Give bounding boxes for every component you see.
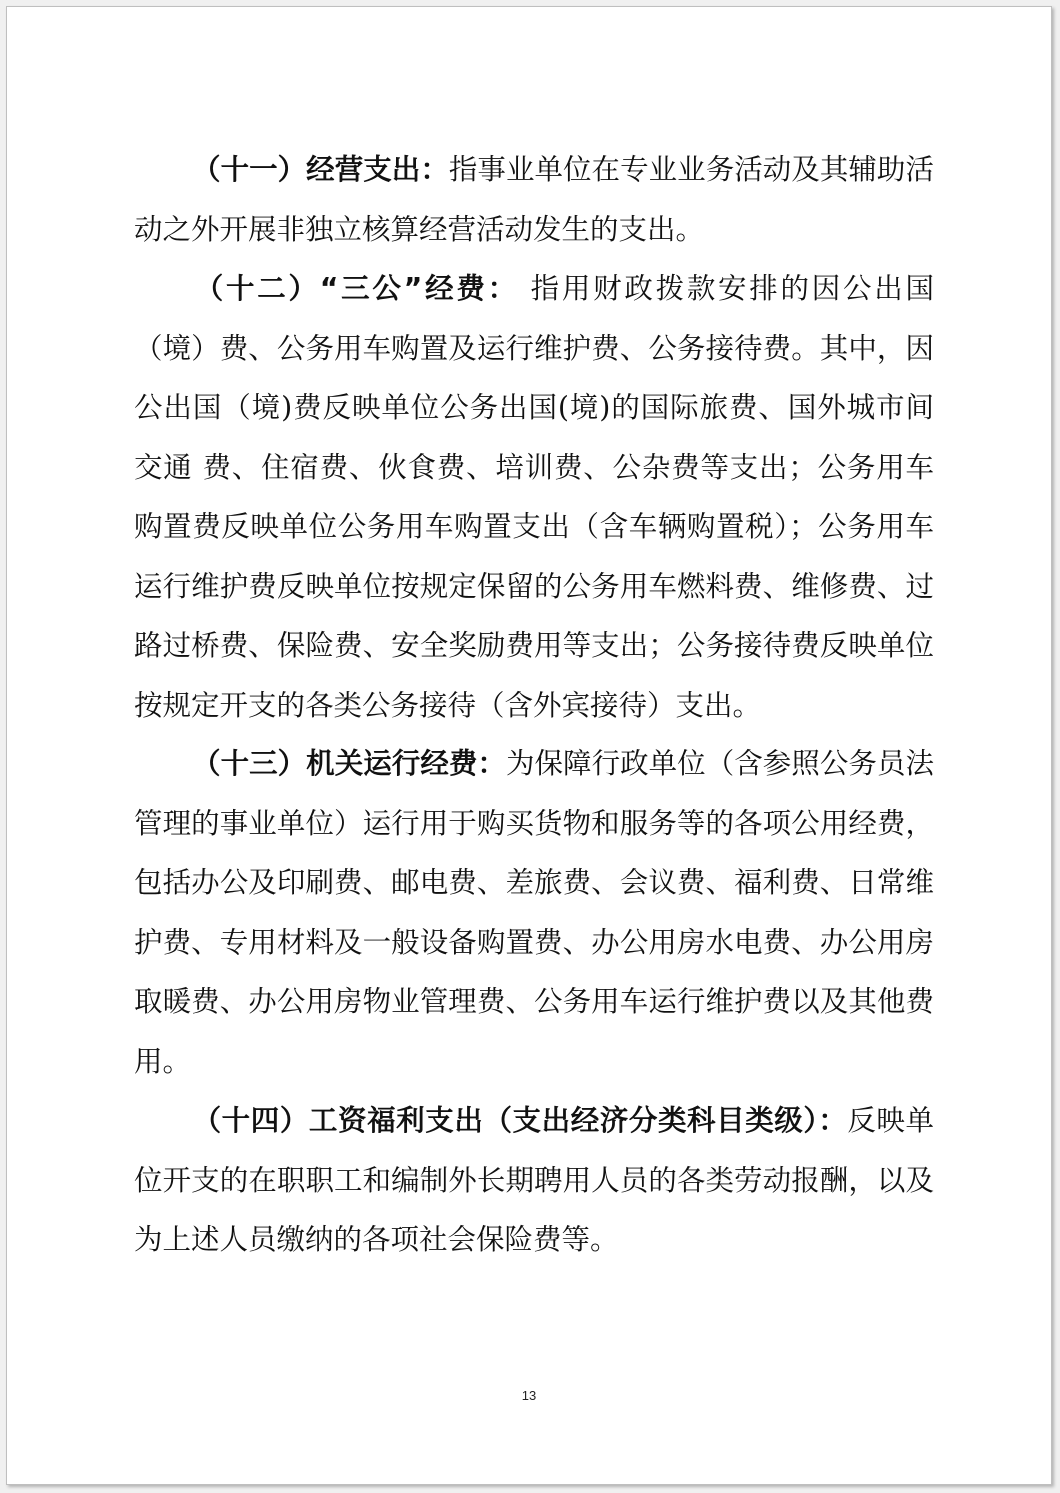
term-agency-operating-funds: （十三）机关运行经费： — [192, 747, 506, 780]
page-number: 13 — [521, 1388, 537, 1403]
paragraph-agency-operating-funds — [134, 734, 934, 1091]
definition-agency-operating-funds: 为保障行政单位（含参照公务员法管理的事业单位）运行用于购买货物和服务等的各项公用经费，包括办公及印刷费、邮电费、差旅费、会议费、福利费、日常维护费、专用材料及一般设备购置费、办公用房水电费、办公用房取暖费、办公用房物业管理费、公务用车运行维护费以及其他费用。 — [134, 747, 934, 1078]
definition-salary-welfare-expenses: 反映单位开支的在职职工和编制外长期聘用人员的各类劳动报酬，以及为上述人员缴纳的各项社会保险费等。 — [134, 1104, 934, 1256]
paragraph-operating-expenses — [134, 140, 934, 259]
term-three-public-expenses: （十二）“三公”经费： — [192, 272, 519, 305]
document-page — [6, 6, 1052, 1485]
definition-three-public-expenses: 指用财政拨款安排的因公出国（境）费、公务用车购置及运行维护费、公务接待费。其中，因公出国（境)费反映单位公务出国(境)的国际旅费、国外城市间交通 费、住宿费、伙食费、培训费、公杂费等支出；公务用车购置费反映单位公务用车购置支出（含车辆购置税）；公务用车运行维护费反映单位按规定保留的公务用车燃料费、维修费、过路过桥费、保险费、安全奖励费用等支出；公务接待费反映单位按规定开支的各类公务接待（含外宾接待）支出。 — [134, 272, 934, 722]
paragraph-salary-welfare-expenses — [134, 1091, 934, 1270]
term-operating-expenses: （十一）经营支出： — [192, 153, 449, 186]
paragraph-three-public-expenses — [134, 259, 934, 735]
term-salary-welfare-expenses: （十四）工资福利支出（支出经济分类科目类级）： — [192, 1104, 848, 1137]
definition-operating-expenses: 指事业单位在专业业务活动及其辅助活动之外开展非独立核算经营活动发生的支出。 — [134, 153, 934, 246]
